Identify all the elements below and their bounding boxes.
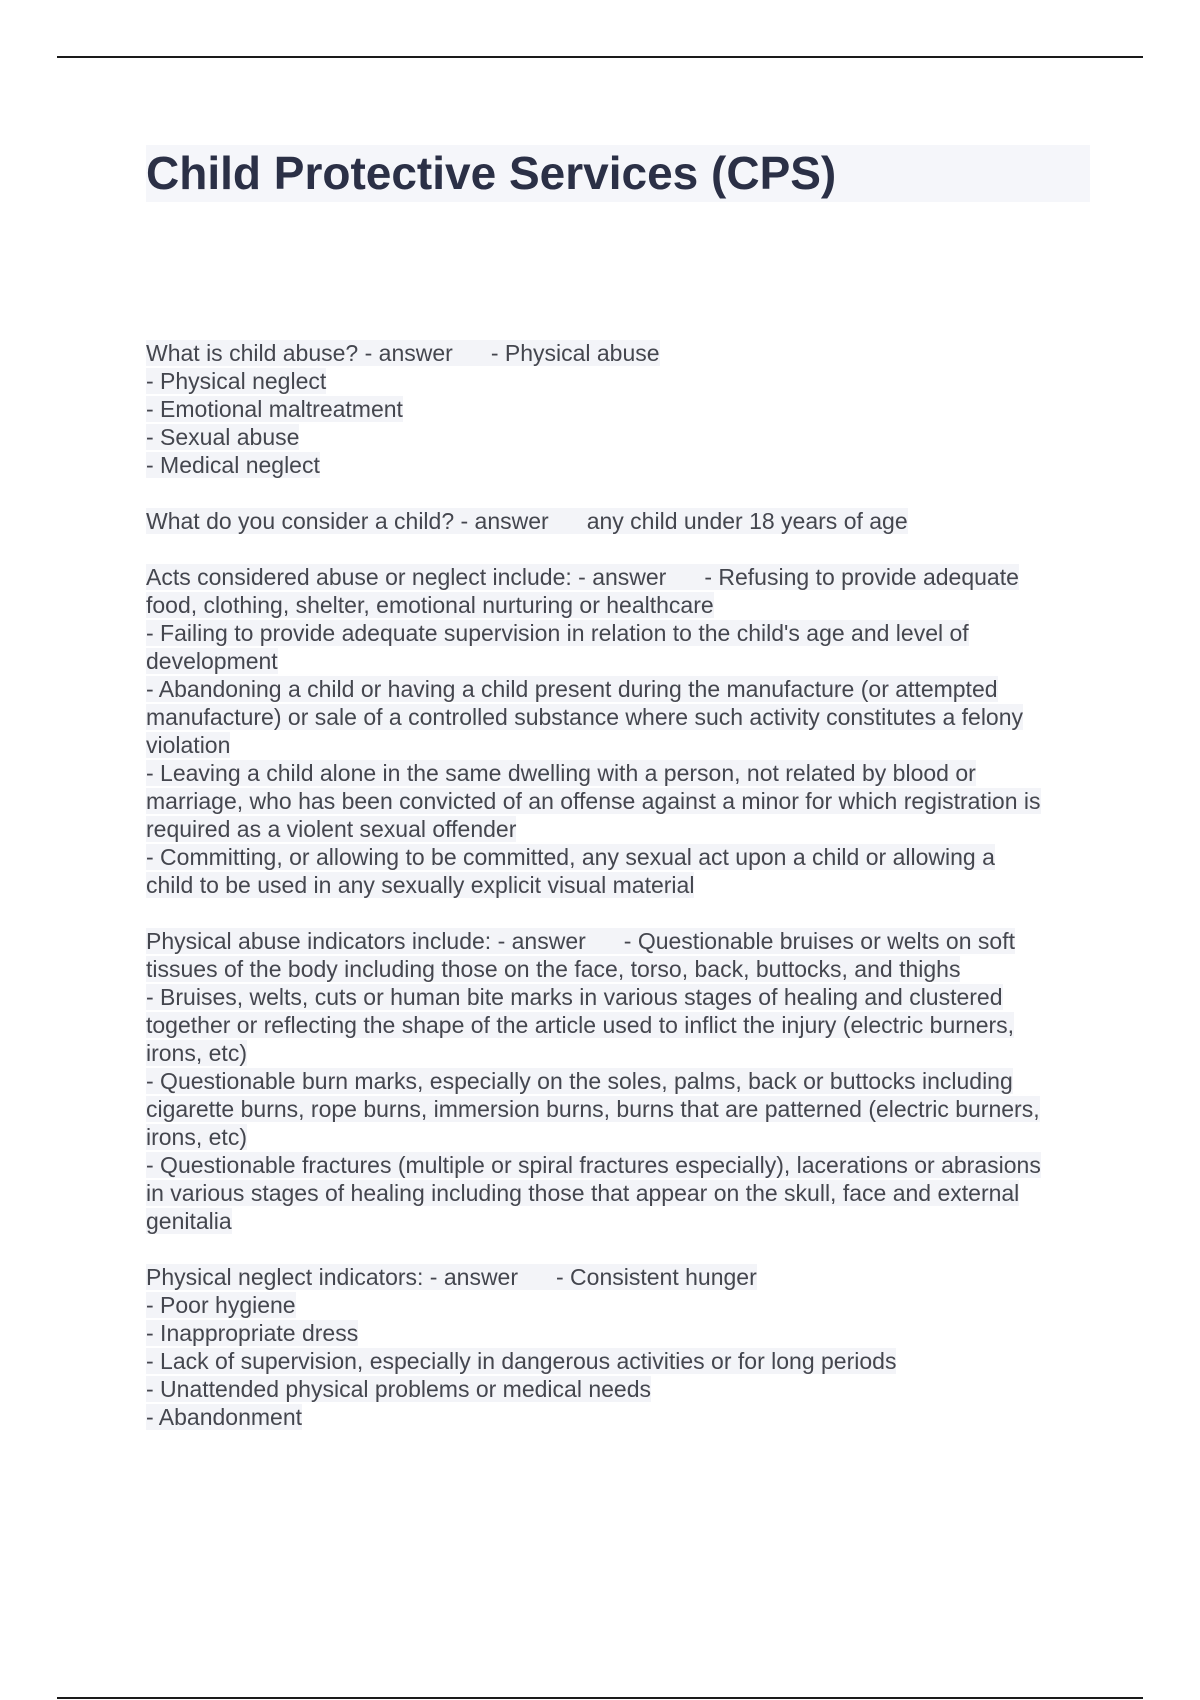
qa-question: What is child abuse? - answer [146, 340, 453, 366]
qa-first-line-text [146, 340, 660, 366]
qa-answer-line-text: - Abandoning a child or having a child present during the manufacture (or attempted [146, 676, 998, 702]
qa-answer-line [146, 1207, 1090, 1235]
qa-answer-line [146, 591, 1090, 619]
qa-answer-line-text: child to be used in any sexually explicit visual material [146, 872, 695, 898]
qa-answer-line [146, 1011, 1090, 1039]
qa-answer-line [146, 1179, 1090, 1207]
qa-answer-line [146, 759, 1090, 787]
qa-item [146, 927, 1090, 1235]
qa-first-line [146, 563, 1090, 591]
qa-answer-line-text: violation [146, 732, 231, 758]
qa-answer-line [146, 1095, 1090, 1123]
qa-answer-line [146, 367, 1090, 395]
qa-answer-line [146, 1291, 1090, 1319]
qa-answer-first: - Physical abuse [490, 340, 660, 366]
qa-answer-line-text: together or reflecting the shape of the article used to inflict the injury (electric burners, [146, 1012, 1015, 1038]
qa-answer-line [146, 395, 1090, 423]
qa-answer-line [146, 843, 1090, 871]
qa-answer-line-text: genitalia [146, 1208, 232, 1234]
qa-answer-line [146, 815, 1090, 843]
qa-answer-line-text: - Abandonment [146, 1404, 303, 1430]
qa-answer-line [146, 731, 1090, 759]
qa-item [146, 339, 1090, 479]
qa-answer-line [146, 619, 1090, 647]
qa-answer-first: - Refusing to provide adequate [704, 564, 1019, 590]
qa-answer-line-text: - Inappropriate dress [146, 1320, 359, 1346]
qa-answer-line-text: cigarette burns, rope burns, immersion burns, burns that are patterned (electric burners, [146, 1096, 1040, 1122]
qa-answer-line-text: tissues of the body including those on the face, torso, back, buttocks, and thighs [146, 956, 961, 982]
qa-item [146, 1263, 1090, 1431]
qa-first-line [146, 1263, 1090, 1291]
qa-answer-line-text: irons, etc) [146, 1040, 247, 1066]
qa-answer-line [146, 647, 1090, 675]
qa-question: Physical abuse indicators include: - answer [146, 928, 586, 954]
qa-answer-line-text: - Medical neglect [146, 452, 320, 478]
qa-first-line-text [146, 564, 1019, 590]
qa-answer-line-text: in various stages of healing including those that appear on the skull, face and external [146, 1180, 1020, 1206]
qa-question: What do you consider a child? - answer [146, 508, 549, 534]
qa-answer-line [146, 787, 1090, 815]
qa-item [146, 563, 1090, 899]
qa-first-line-text [146, 928, 1015, 954]
qa-answer-line-text: development [146, 648, 278, 674]
qa-answer-line [146, 1151, 1090, 1179]
qa-answer-first: - Consistent hunger [556, 1264, 757, 1290]
qa-answer-line [146, 1123, 1090, 1151]
qa-answer-line-text: - Failing to provide adequate supervision in relation to the child's age and level of [146, 620, 969, 646]
qa-answer-line [146, 983, 1090, 1011]
qa-answer-line-text: - Unattended physical problems or medical needs [146, 1376, 651, 1402]
qa-answer-line [146, 675, 1090, 703]
qa-first-line [146, 927, 1090, 955]
qa-first-line-text [146, 508, 908, 534]
page-title: Child Protective Services (CPS) [146, 147, 837, 199]
qa-question: Physical neglect indicators: - answer [146, 1264, 518, 1290]
qa-answer-first: any child under 18 years of age [586, 508, 908, 534]
qa-answer-line [146, 871, 1090, 899]
qa-answer-line-text: food, clothing, shelter, emotional nurturing or healthcare [146, 592, 714, 618]
qa-answer-line-text: required as a violent sexual offender [146, 816, 517, 842]
qa-answer-line-text: irons, etc) [146, 1124, 247, 1150]
qa-answer-line-text: - Sexual abuse [146, 424, 300, 450]
qa-answer-line [146, 1319, 1090, 1347]
qa-answer-line-text: manufacture) or sale of a controlled substance where such activity constitutes a felony [146, 704, 1024, 730]
qa-answer-line-text: - Bruises, welts, cuts or human bite marks in various stages of healing and clustered [146, 984, 1003, 1010]
qa-answer-line [146, 1375, 1090, 1403]
qa-answer-line [146, 1039, 1090, 1067]
qa-answer-line [146, 1067, 1090, 1095]
qa-list [146, 339, 1090, 1459]
qa-answer-line [146, 703, 1090, 731]
qa-first-line-text [146, 1264, 757, 1290]
qa-answer-line-text: - Physical neglect [146, 368, 327, 394]
qa-answer-line [146, 1403, 1090, 1431]
qa-answer-line [146, 451, 1090, 479]
qa-answer-line-text: - Questionable burn marks, especially on the soles, palms, back or buttocks including [146, 1068, 1013, 1094]
qa-answer-line-text: - Emotional maltreatment [146, 396, 403, 422]
qa-answer-line-text: marriage, who has been convicted of an offense against a minor for which registration is [146, 788, 1041, 814]
qa-answer-line-text: - Committing, or allowing to be committed, any sexual act upon a child or allowing a [146, 844, 995, 870]
qa-answer-line-text: - Questionable fractures (multiple or spiral fractures especially), lacerations or abrasions [146, 1152, 1041, 1178]
qa-answer-line-text: - Leaving a child alone in the same dwelling with a person, not related by blood or [146, 760, 976, 786]
qa-answer-line-text: - Lack of supervision, especially in dangerous activities or for long periods [146, 1348, 897, 1374]
qa-first-line [146, 507, 1090, 535]
top-rule [57, 56, 1143, 58]
qa-answer-line [146, 955, 1090, 983]
qa-answer-line [146, 423, 1090, 451]
qa-answer-line [146, 1347, 1090, 1375]
bottom-rule [57, 1697, 1143, 1699]
qa-first-line [146, 339, 1090, 367]
qa-question: Acts considered abuse or neglect include: - answer [146, 564, 667, 590]
qa-item [146, 507, 1090, 535]
qa-answer-first: - Questionable bruises or welts on soft [623, 928, 1015, 954]
qa-answer-line-text: - Poor hygiene [146, 1292, 296, 1318]
